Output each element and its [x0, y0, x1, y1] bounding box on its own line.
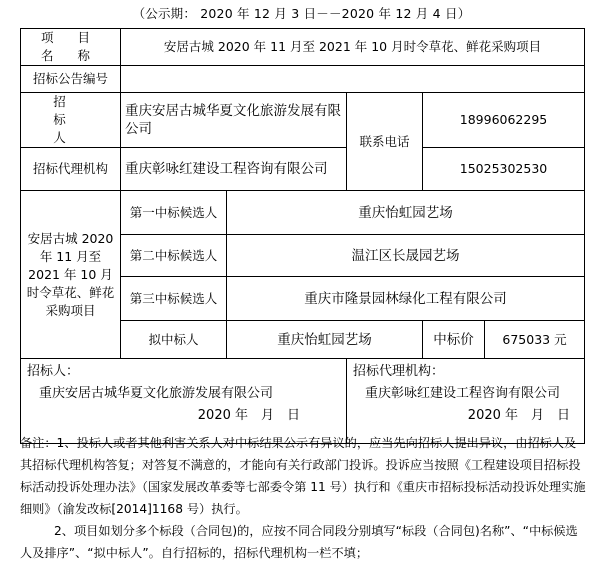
- row-agency: [21, 148, 585, 191]
- tenderer-label: 招 标 人: [21, 93, 121, 148]
- tenderer-value: 重庆安居古城华夏文化旅游发展有限公司: [121, 93, 347, 148]
- row-bid-notice-no: [21, 66, 585, 93]
- section-name: 安居古城 2020 年 11 月至 2021 年 10 月时令草花、鲜花采购项目: [21, 191, 121, 359]
- bid-notice-no-value: [121, 66, 585, 93]
- bid-notice-no-label: 招标公告编号: [21, 66, 121, 93]
- notes: [20, 432, 586, 564]
- tenderer-sign-org: 重庆安居古城华夏文化旅游发展有限公司: [39, 386, 274, 401]
- candidate-1-label: 第一中标候选人: [121, 191, 227, 235]
- candidate-3-value: 重庆市隆景园林绿化工程有限公司: [227, 277, 585, 321]
- tenderer-sign-date: 2020 年 月 日: [197, 408, 300, 423]
- winning-price-value: 675033 元: [485, 321, 585, 359]
- candidate-2-value: 温江区长晟园艺场: [227, 235, 585, 277]
- agency-sign-org: 重庆彰咏红建设工程咨询有限公司: [365, 386, 561, 401]
- winning-price-label: 中标价: [423, 321, 485, 359]
- agency-sign-date: 2020 年 月 日: [467, 408, 571, 423]
- agency-value: 重庆彰咏红建设工程咨询有限公司: [121, 148, 347, 191]
- proposed-winner-value: 重庆怡虹园艺场: [227, 321, 423, 359]
- tenderer-phone: 18996062295: [423, 93, 585, 148]
- row-project-name: [21, 29, 585, 66]
- tenderer-signature-cell: [21, 359, 347, 444]
- agency-label: 招标代理机构: [21, 148, 121, 191]
- row-tenderer: [21, 93, 585, 148]
- candidate-2-label: 第二中标候选人: [121, 235, 227, 277]
- candidate-3-label: 第三中标候选人: [121, 277, 227, 321]
- project-name-label: 项 目 名 称: [21, 29, 121, 66]
- publicity-period: （公示期： 2020 年 12 月 3 日－－2020 年 12 月 4 日）: [132, 6, 471, 21]
- note-2: 2、项目如划分多个标段（合同包)的，应按不同合同段分别填写“标段（合同包)名称”、“中标候选人及排序”、“拟中标人”。自行招标的，招标代理机构一栏不填；: [20, 524, 578, 560]
- row-candidate-1: [21, 191, 585, 235]
- tenderer-sign-label: 招标人：: [27, 364, 80, 379]
- bid-result-table: [20, 28, 585, 444]
- proposed-winner-label: 拟中标人: [121, 321, 227, 359]
- agency-phone: 15025302530: [423, 148, 585, 191]
- note-1: 备注：1、投标人或者其他利害关系人对中标结果公示有异议的，应当先向招标人提出异议，由招标人及其招标代理机构答复；对答复不满意的，才能向有关行政部门投诉。投诉应当按照《工程建设项目招标投标活动投诉处理办法》（国家发展改革委等七部委令第 11 号）执行和《重庆市招标投标活动投诉处理实施细则》（渝发改标[2014]1168 号）执行。: [20, 436, 586, 516]
- contact-phone-label: 联系电话: [347, 93, 423, 191]
- candidate-1-value: 重庆怡虹园艺场: [227, 191, 585, 235]
- project-name-value: 安居古城 2020 年 11 月至 2021 年 10 月时令草花、鲜花采购项目: [121, 29, 585, 66]
- row-signatures: [21, 359, 585, 444]
- agency-sign-label: 招标代理机构：: [353, 364, 445, 379]
- agency-signature-cell: [347, 359, 585, 444]
